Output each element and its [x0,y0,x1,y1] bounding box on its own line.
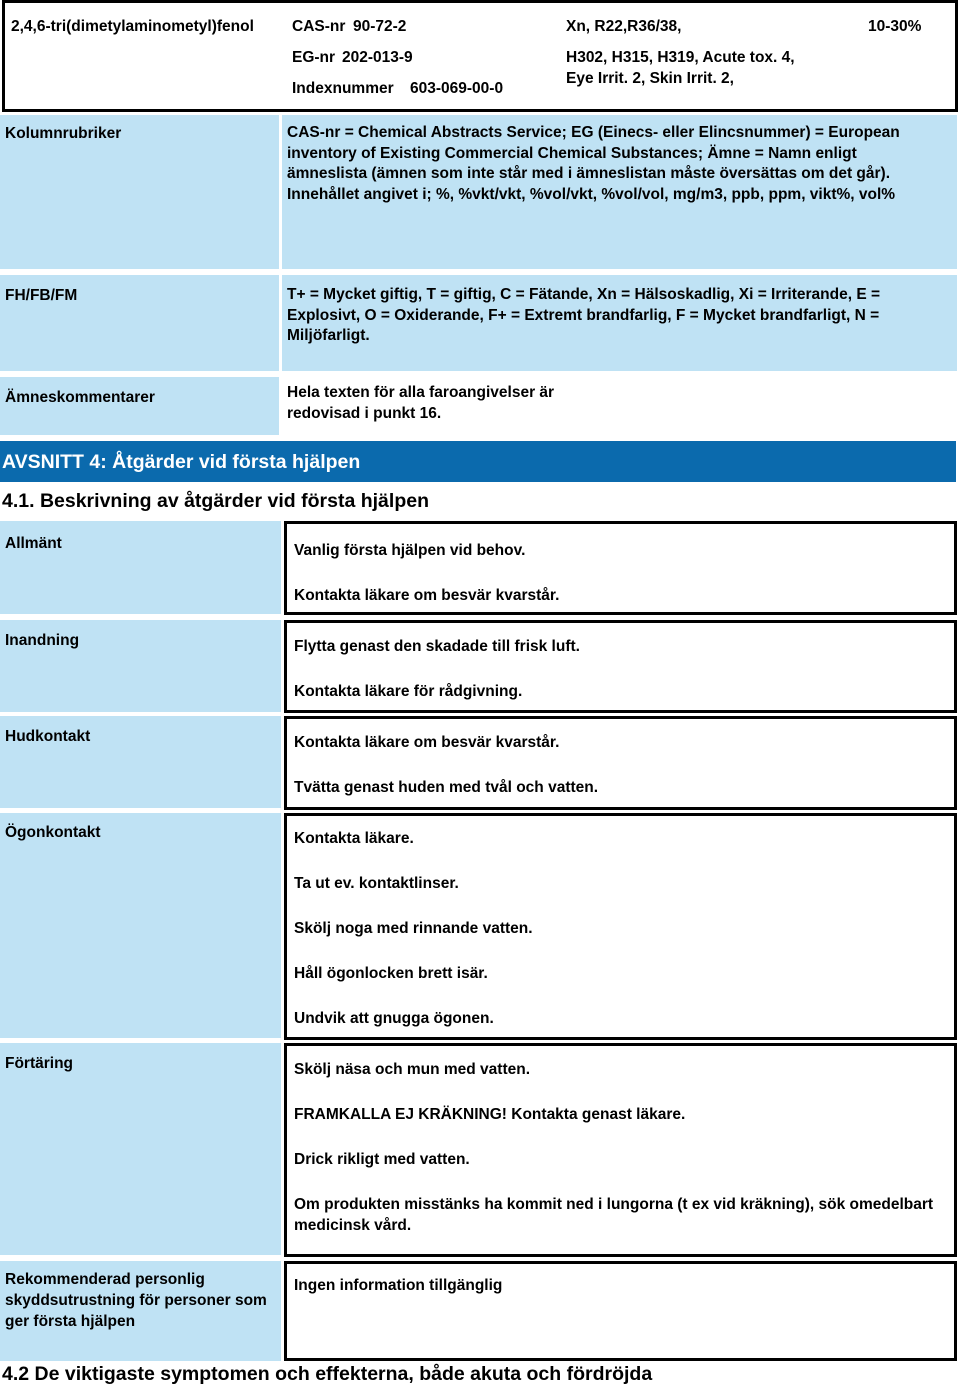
row-ingestion-line-1: Skölj näsa och mun med vatten. [294,1061,531,1078]
column-headers-text-cell [282,115,957,269]
eg-value: 202-013-9 [342,49,413,66]
row-eye-line-2: Ta ut ev. kontaktlinser. [294,875,459,892]
row-inhalation-label-cell [0,620,281,712]
column-headers-text: CAS-nr = Chemical Abstracts Service; EG (Einecs- eller Elincsnummer) = European inventory of Existing Commercial Chemical Substances; Ämne = Namn enligt ämneslista (ämnen som inte står med i ämneslistan måste översättas om det går). Innehållet angivet i; %, %vkt/vkt, %vol/vkt, %vol/vol, mg/m3, ppb, ppm, vikt%, vol% [287,124,900,204]
classification-line-3: Eye Irrit. 2, Skin Irrit. 2, [566,70,734,87]
row-general-line-2: Kontakta läkare om besvär kvarstår. [294,587,560,604]
cas-label: CAS-nr [292,18,346,35]
column-headers-label-cell [0,115,279,269]
eg-label: EG-nr [292,49,336,66]
row-skin-box [284,716,957,810]
substance-comments-text-cell [282,377,957,435]
component-name: 2,4,6-tri(dimetylaminometyl)fenol [11,18,254,35]
row-inhalation-line-1: Flytta genast den skadade till frisk luft. [294,638,580,655]
row-ppe-label: Rekommenderad personlig skyddsutrustning för personer som ger första hjälpen [5,1271,267,1330]
hazard-symbols-text-cell [282,275,957,371]
subsection-4-1-heading: 4.1. Beskrivning av åtgärder vid första hjälpen [2,490,429,512]
row-eye-label: Ögonkontakt [5,824,101,841]
row-general-box [284,521,957,615]
index-value: 603-069-00-0 [410,80,504,97]
component-table [2,0,958,112]
section-4-header [0,441,956,482]
row-ingestion-line-3: Drick rikligt med vatten. [294,1151,470,1168]
row-eye-label-cell [0,813,281,1038]
column-headers-label: Kolumnrubriker [5,125,122,142]
concentration: 10-30% [868,18,922,35]
row-inhalation-box [284,620,957,713]
row-skin-label-cell [0,716,281,808]
row-ingestion-box [284,1043,957,1257]
row-eye-line-1: Kontakta läkare. [294,830,414,847]
classification-line-2: H302, H315, H319, Acute tox. 4, [566,49,795,66]
row-ingestion-label-cell [0,1043,281,1255]
row-eye-line-3: Skölj noga med rinnande vatten. [294,920,533,937]
row-skin-line-1: Kontakta läkare om besvär kvarstår. [294,734,560,751]
hazard-symbols-text: T+ = Mycket giftig, T = giftig, C = Fätande, Xn = Hälsoskadlig, Xi = Irriterande, E = Explosivt, O = Oxiderande, F+ = Extremt brandfarlig, F = Mycket brandfarligt, N = Miljöfarligt. [287,286,881,345]
row-ppe-line-1: Ingen information tillgänglig [294,1277,503,1294]
row-eye-line-4: Håll ögonlocken brett isär. [294,965,488,982]
row-general-line-1: Vanlig första hjälpen vid behov. [294,542,526,559]
row-general-label-cell [0,521,281,614]
row-eye-box [284,813,957,1040]
row-inhalation-line-2: Kontakta läkare för rådgivning. [294,683,523,700]
hazard-symbols-label: FH/FB/FM [5,287,78,304]
classification-line-1: Xn, R22,R36/38, [566,18,682,35]
subsection-4-2-heading: 4.2 De viktigaste symptomen och effekterna, både akuta och fördröjda [2,1363,653,1385]
row-ingestion-line-2: FRAMKALLA EJ KRÄKNING! Kontakta genast läkare. [294,1106,686,1123]
substance-comments-label: Ämneskommentarer [5,389,155,406]
substance-comments-text: Hela texten för alla faroangivelser är redovisad i punkt 16. [287,384,555,422]
row-skin-line-2: Tvätta genast huden med tvål och vatten. [294,779,599,796]
row-ppe-label-cell [0,1261,281,1361]
row-ppe-box [284,1261,957,1361]
row-general-label: Allmänt [5,535,62,552]
row-inhalation-label: Inandning [5,632,80,649]
index-label: Indexnummer [292,80,394,97]
hazard-symbols-label-cell [0,275,279,371]
section-4-title: AVSNITT 4: Åtgärder vid första hjälpen [2,451,361,473]
row-eye-line-5: Undvik att gnugga ögonen. [294,1010,494,1027]
row-skin-label: Hudkontakt [5,728,91,745]
row-ingestion-label: Förtäring [5,1055,74,1072]
substance-comments-label-cell [0,377,279,435]
row-ingestion-line-4: Om produkten misstänks ha kommit ned i lungorna (t ex vid kräkning), sök omedelbart medicinsk vård. [294,1196,934,1234]
cas-value: 90-72-2 [353,18,407,35]
